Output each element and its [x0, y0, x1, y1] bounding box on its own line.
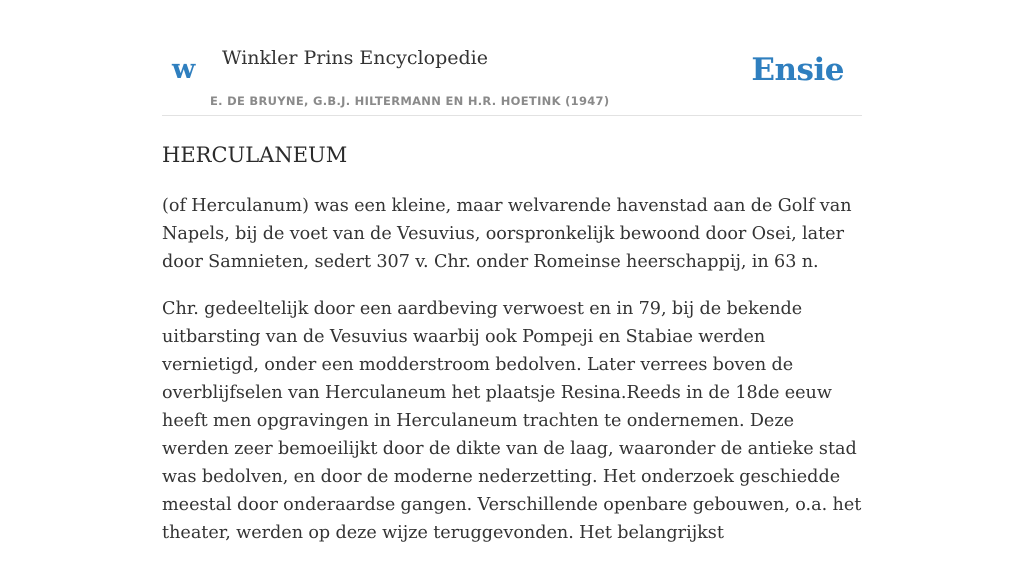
source-logo[interactable]: w	[172, 54, 196, 85]
page	[162, 0, 862, 543]
article-title: HERCULANEUM	[162, 143, 348, 167]
article-paragraph: Chr. gedeeltelijk door een aardbeving verwoest en in 79, bij de bekende uitbarsting van de Vesuvius waarbij ook Pompeji en Stabiae werden vernietigd, onder een modderstroom bedolven. Later verrees boven de overblijfselen van Herculaneum het plaatsje Resina.Reeds in de 18de eeuw heeft men opgravingen in Herculaneum trachten te ondernemen. Deze werden zeer bemoeilijkt door de dikte van de laag, waaronder de antieke stad was bedolven, en door de moderne nederzetting. Het onderzoek geschiedde meestal door onderaardse gangen. Verschillende openbare gebouwen, o.a. het theater, werden op deze wijze teruggevonden. Het belangrijkst	[162, 299, 862, 543]
article-paragraph: (of Herculanum) was een kleine, maar welvarende havenstad aan de Golf van Napels, bij de voet van de Vesuvius, oorspronkelijk bewoond door Osei, later door Samnieten, sedert 307 v. Chr. onder Romeinse heerschappij, in 63 n.	[162, 196, 852, 272]
ensie-logo-link[interactable]: Ensie	[751, 52, 844, 88]
source-header	[162, 0, 862, 116]
source-authors: E. DE BRUYNE, G.B.J. HILTERMANN EN H.R. HOETINK (1947)	[210, 94, 610, 108]
source-title-link[interactable]: Winkler Prins Encyclopedie	[222, 47, 488, 69]
article-body	[162, 192, 862, 566]
